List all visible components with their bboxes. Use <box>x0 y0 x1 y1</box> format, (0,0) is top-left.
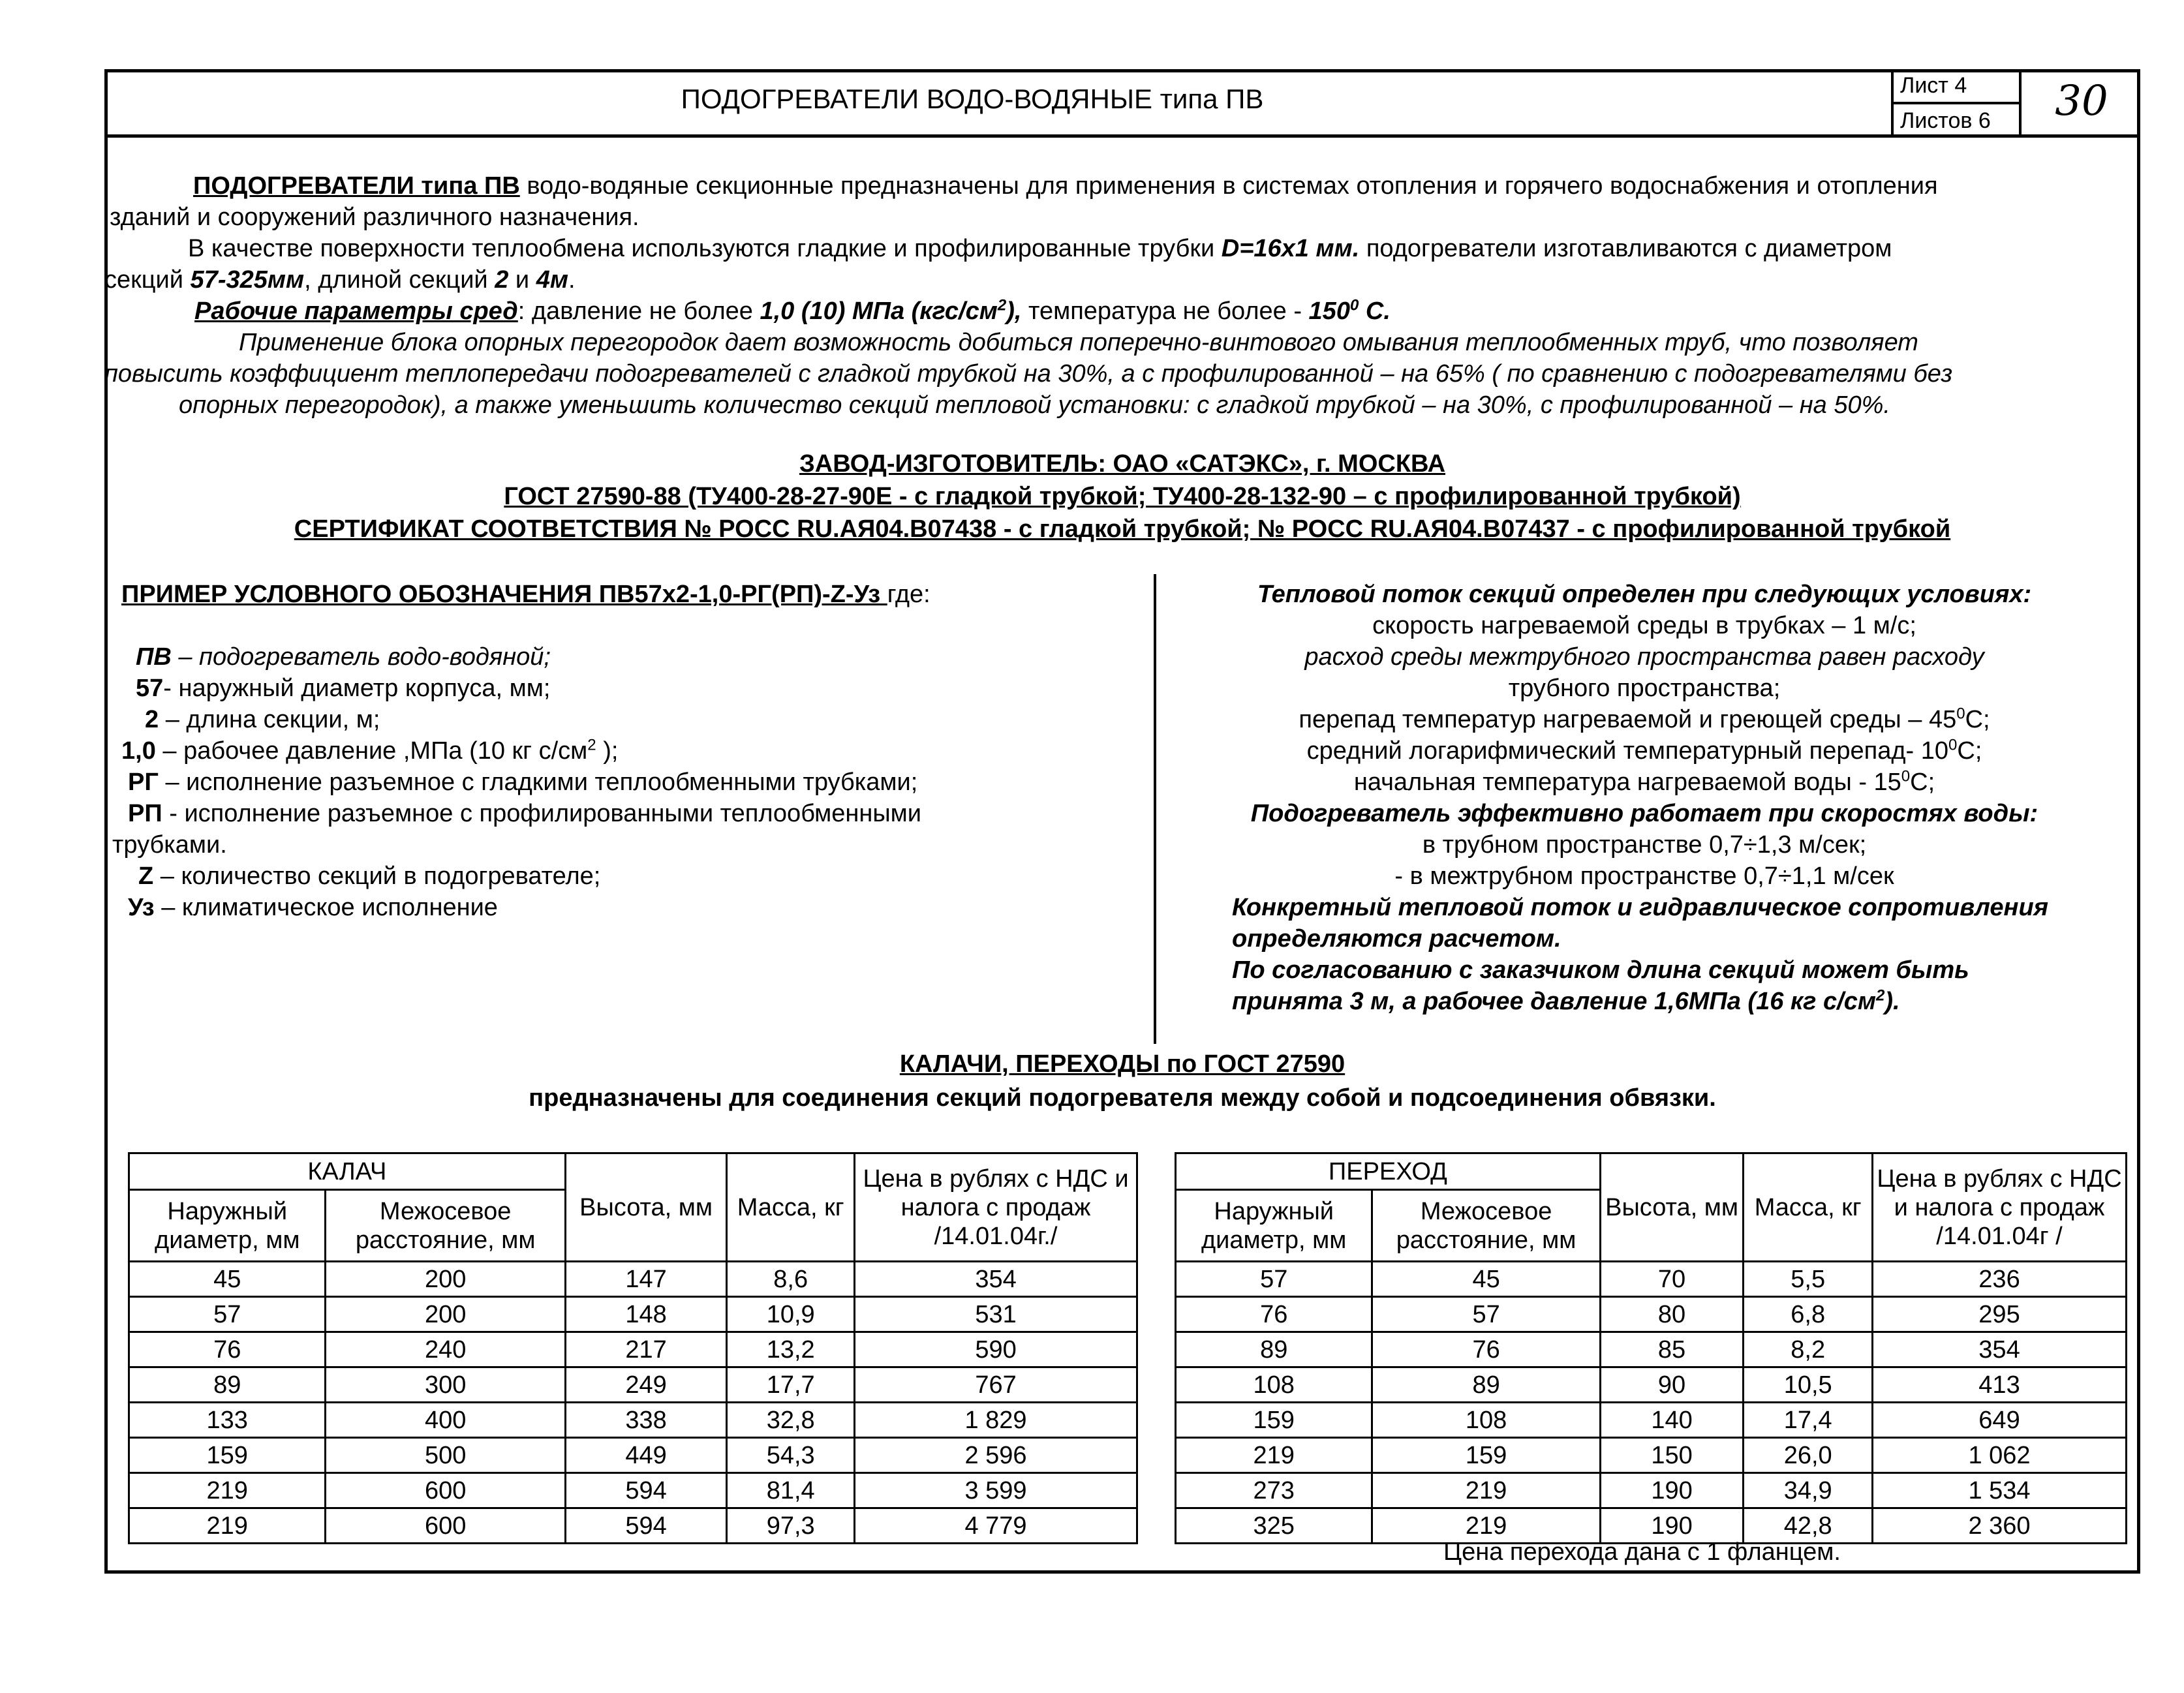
perehod-table-cell: 295 <box>1873 1297 2127 1332</box>
column-divider <box>1154 574 1156 1044</box>
kalach-col-price: Цена в рублях с НДС и налога с продаж /14.01.04г./ <box>855 1153 1137 1262</box>
perehod-table-cell: 354 <box>1873 1332 2127 1367</box>
sheets-total-label: Листов 6 <box>1894 102 2019 137</box>
perehod-table-cell: 108 <box>1372 1403 1600 1438</box>
kalach-table-cell: 2 596 <box>855 1438 1137 1473</box>
perehod-table-cell: 80 <box>1600 1297 1744 1332</box>
kalach-table-cell: 89 <box>129 1367 326 1403</box>
kalach-table-cell: 219 <box>129 1473 326 1508</box>
perehod-table-cell: 1 534 <box>1873 1473 2127 1508</box>
kalach-col-height: Высота, мм <box>565 1153 727 1262</box>
perehod-table-cell: 108 <box>1176 1367 1372 1403</box>
perehod-table-cell: 150 <box>1600 1438 1744 1473</box>
kalach-table-row <box>129 1367 1137 1403</box>
perehod-table-cell: 2 360 <box>1873 1508 2127 1544</box>
perehod-table-cell: 413 <box>1873 1367 2127 1403</box>
speed-tube: в трубном пространстве 0,7÷1,3 м/сек; <box>1422 831 1867 859</box>
kalach-table-row <box>129 1508 1137 1544</box>
example-item-1-0: 1,0 – рабочее давление ,МПа (10 кг $с/см^2$ ); <box>121 736 619 765</box>
kalach-table-cell: 133 <box>129 1403 326 1438</box>
perehod-group-header: ПЕРЕХОД <box>1176 1153 1601 1190</box>
sheet-info-box <box>1891 69 2022 134</box>
kalach-table-cell: 147 <box>565 1262 727 1297</box>
kalach-table-cell: 531 <box>855 1297 1137 1332</box>
page-number: 30 <box>2055 77 2108 125</box>
kalach-table-cell: 76 <box>129 1332 326 1367</box>
perehod-table-row <box>1176 1403 2127 1438</box>
perehod-table-row <box>1176 1332 2127 1367</box>
manufacturer-line: ЗАВОД-ИЗГОТОВИТЕЛЬ: ОАО «САТЭКС», г. МОСКВА <box>799 450 1446 478</box>
perehod-table-cell: 57 <box>1176 1262 1372 1297</box>
kalach-table-cell: 1 829 <box>855 1403 1137 1438</box>
perehod-col-mass: Масса, кг <box>1744 1153 1873 1262</box>
perehod-col-center: Межосевое расстояние, мм <box>1372 1190 1600 1262</box>
perehod-table <box>1175 1152 2127 1544</box>
kalach-table-cell: 57 <box>129 1297 326 1332</box>
condition-1: скорость нагреваемой среды в трубках – 1 м/с; <box>1372 612 1916 639</box>
kalach-table-cell: 32,8 <box>727 1403 855 1438</box>
kalach-group-header: КАЛАЧ <box>129 1153 566 1190</box>
perehod-table-row <box>1176 1262 2127 1297</box>
example-item-uz: Уз – климатическое исполнение <box>128 894 498 921</box>
example-item-2: 2 – длина секции, м; <box>145 706 380 733</box>
intro-line-6: Применение блока опорных перегородок дает возможность добиться поперечно-винтового омывания теплообменных труб, что позволяет <box>239 329 1918 356</box>
perehod-col-height: Высота, мм <box>1600 1153 1744 1262</box>
perehod-table-cell: 219 <box>1372 1508 1600 1544</box>
perehod-col-od: Наружный диаметр, мм <box>1176 1190 1372 1262</box>
kalach-col-od: Наружный диаметр, мм <box>129 1190 326 1262</box>
kalach-table-cell: 500 <box>326 1438 565 1473</box>
note-4: принята 3 м, а рабочее давление 1,6МПа (16 кг $с/см^2$). <box>1232 986 1900 1015</box>
kalach-table-cell: 594 <box>565 1473 727 1508</box>
kalach-table-cell: 97,3 <box>727 1508 855 1544</box>
document-title: ПОДОГРЕВАТЕЛИ ВОДО-ВОДЯНЫЕ типа ПВ <box>681 84 1264 114</box>
kalach-table-row <box>129 1262 1137 1297</box>
kalach-table-cell: 338 <box>565 1403 727 1438</box>
note-3: По согласованию с заказчиком длина секций может быть <box>1232 956 1969 984</box>
example-item-pv: ПВ – подогреватель водо-водяной; <box>136 643 551 671</box>
speed-intertube: - в межтрубном пространстве 0,7÷1,1 м/сек <box>1394 862 1894 890</box>
perehod-table-cell: 159 <box>1176 1403 1372 1438</box>
kalach-table-cell: 81,4 <box>727 1473 855 1508</box>
kalach-table-cell: 767 <box>855 1367 1137 1403</box>
note-2: определяются расчетом. <box>1232 925 1561 953</box>
perehod-table-cell: 76 <box>1372 1332 1600 1367</box>
kalach-table-row <box>129 1297 1137 1332</box>
intro-line-5: Рабочие параметры сред: давление не более 1,0 (10) МПа $(кгс/см^2)$, температура не более - $150^0$ С. <box>194 296 1391 325</box>
kalach-table-cell: 148 <box>565 1297 727 1332</box>
kalach-table-cell: 159 <box>129 1438 326 1473</box>
kalach-table-cell: 45 <box>129 1262 326 1297</box>
perehod-table-row <box>1176 1473 2127 1508</box>
intro-line-4: секций 57-325мм, длиной секций 2 и 4м. <box>104 266 576 294</box>
perehod-table-cell: 70 <box>1600 1262 1744 1297</box>
intro-line-7: повысить коэффициент теплопередачи подогревателей с гладкой трубкой на 30%, а с профилированной – на 65% ( по сравнению с подогревателями без <box>104 360 1953 388</box>
kalach-table <box>128 1152 1138 1544</box>
perehod-table-cell: 6,8 <box>1744 1297 1873 1332</box>
perehod-table-cell: 159 <box>1372 1438 1600 1473</box>
perehod-table-row <box>1176 1297 2127 1332</box>
kalach-table-cell: 600 <box>326 1473 565 1508</box>
header-divider <box>104 134 2140 138</box>
kalach-col-center: Межосевое расстояние, мм <box>326 1190 565 1262</box>
perehod-table-cell: 57 <box>1372 1297 1600 1332</box>
intro-line-2: зданий и сооружений различного назначения. <box>110 204 639 231</box>
kalach-table-cell: 300 <box>326 1367 565 1403</box>
perehod-table-cell: 190 <box>1600 1473 1744 1508</box>
kalach-table-cell: 17,7 <box>727 1367 855 1403</box>
note-1: Конкретный тепловой поток и гидравлическое сопротивления <box>1232 894 2049 921</box>
kalach-table-cell: 240 <box>326 1332 565 1367</box>
perehod-table-cell: 42,8 <box>1744 1508 1873 1544</box>
example-item-57: 57- наружный диаметр корпуса, мм; <box>136 675 551 702</box>
perehod-table-cell: 89 <box>1372 1367 1600 1403</box>
example-item-z: Z – количество секций в подогревателе; <box>138 862 601 890</box>
example-item-rp-cont: трубками. <box>112 831 227 859</box>
speed-heading: Подогреватель эффективно работает при скоростях воды: <box>1250 800 2038 827</box>
example-heading: ПРИМЕР УСЛОВНОГО ОБОЗНАЧЕНИЯ ПВ57х2-1,0-РГ(РП)-Z-Уз где: <box>121 581 931 608</box>
kalach-table-cell: 200 <box>326 1297 565 1332</box>
fittings-note: Цена перехода дана с 1 фланцем. <box>1443 1538 1841 1566</box>
kalach-table-row <box>129 1332 1137 1367</box>
perehod-table-cell: 236 <box>1873 1262 2127 1297</box>
perehod-table-cell: 1 062 <box>1873 1438 2127 1473</box>
perehod-table-cell: 10,5 <box>1744 1367 1873 1403</box>
perehod-table-cell: 649 <box>1873 1403 2127 1438</box>
intro-line-1: ПОДОГРЕВАТЕЛИ типа ПВ водо-водяные секционные предназначены для применения в системах отопления и горячего водоснабжения и отопления <box>193 172 1938 200</box>
kalach-table-cell: 249 <box>565 1367 727 1403</box>
kalach-table-cell: 10,9 <box>727 1297 855 1332</box>
perehod-table-cell: 325 <box>1176 1508 1372 1544</box>
condition-5: средний логарифмический температурный перепад- $10^0С$; <box>1306 736 1982 765</box>
condition-2: расход среды межтрубного пространства равен расходу <box>1304 643 1984 671</box>
kalach-table-cell: 600 <box>326 1508 565 1544</box>
conditions-heading: Тепловой поток секций определен при следующих условиях: <box>1257 581 2032 608</box>
perehod-table-cell: 17,4 <box>1744 1403 1873 1438</box>
perehod-table-cell: 5,5 <box>1744 1262 1873 1297</box>
kalach-table-cell: 354 <box>855 1262 1137 1297</box>
perehod-table-cell: 8,2 <box>1744 1332 1873 1367</box>
fittings-subtitle: предназначены для соединения секций подогревателя между собой и подсоединения обвязки. <box>529 1084 1716 1112</box>
example-item-rg: РГ – исполнение разъемное с гладкими теплообменными трубками; <box>128 769 918 796</box>
perehod-table-cell: 219 <box>1176 1438 1372 1473</box>
perehod-table-row <box>1176 1367 2127 1403</box>
kalach-table-cell: 13,2 <box>727 1332 855 1367</box>
certificate-line: СЕРТИФИКАТ СООТВЕТСТВИЯ № РОСС RU.АЯ04.В07438 - с гладкой трубкой; № РОСС RU.АЯ04.В07437 - с профилированной трубкой <box>294 515 1951 543</box>
intro-line-8: опорных перегородок), а также уменьшить количество секций тепловой установки: с гладкой трубкой – на 30%, с профилированной – на 50%. <box>179 391 1890 419</box>
condition-3: трубного пространства; <box>1508 675 1781 702</box>
kalach-table-row <box>129 1438 1137 1473</box>
perehod-table-cell: 90 <box>1600 1367 1744 1403</box>
kalach-table-cell: 594 <box>565 1508 727 1544</box>
kalach-table-cell: 200 <box>326 1262 565 1297</box>
kalach-table-cell: 590 <box>855 1332 1137 1367</box>
gost-line: ГОСТ 27590-88 (ТУ400-28-27-90Е - с гладкой трубкой; ТУ400-28-132-90 – с профилированной трубкой) <box>504 483 1741 510</box>
condition-4: перепад температур нагреваемой и греющей среды – $45^0С$; <box>1299 705 1990 733</box>
kalach-table-cell: 4 779 <box>855 1508 1137 1544</box>
perehod-table-cell: 273 <box>1176 1473 1372 1508</box>
kalach-table-row <box>129 1403 1137 1438</box>
perehod-table-cell: 26,0 <box>1744 1438 1873 1473</box>
kalach-table-cell: 449 <box>565 1438 727 1473</box>
kalach-table-cell: 400 <box>326 1403 565 1438</box>
perehod-table-cell: 140 <box>1600 1403 1744 1438</box>
kalach-table-cell: 219 <box>129 1508 326 1544</box>
perehod-table-cell: 76 <box>1176 1297 1372 1332</box>
perehod-table-cell: 219 <box>1372 1473 1600 1508</box>
kalach-table-cell: 217 <box>565 1332 727 1367</box>
perehod-table-cell: 85 <box>1600 1332 1744 1367</box>
perehod-col-price: Цена в рублях с НДС и налога с продаж /14.01.04г / <box>1873 1153 2127 1262</box>
sheet-label: Лист 4 <box>1900 73 1967 98</box>
perehod-table-row <box>1176 1438 2127 1473</box>
example-item-rp: РП - исполнение разъемное с профилированными теплообменными <box>128 800 922 827</box>
kalach-table-cell: 8,6 <box>727 1262 855 1297</box>
kalach-table-row <box>129 1473 1137 1508</box>
kalach-table-cell: 3 599 <box>855 1473 1137 1508</box>
perehod-table-cell: 89 <box>1176 1332 1372 1367</box>
kalach-col-mass: Масса, кг <box>727 1153 855 1262</box>
intro-line-3: В качестве поверхности теплообмена используются гладкие и профилированные трубки D=16x1 мм. подогреватели изготавливаются с диаметром <box>188 235 1892 262</box>
fittings-title: КАЛАЧИ, ПЕРЕХОДЫ по ГОСТ 27590 <box>899 1050 1346 1078</box>
perehod-table-cell: 190 <box>1600 1508 1744 1544</box>
perehod-table-cell: 45 <box>1372 1262 1600 1297</box>
kalach-table-cell: 54,3 <box>727 1438 855 1473</box>
perehod-table-cell: 34,9 <box>1744 1473 1873 1508</box>
condition-6: начальная температура нагреваемой воды - $15^0С$; <box>1353 767 1935 796</box>
